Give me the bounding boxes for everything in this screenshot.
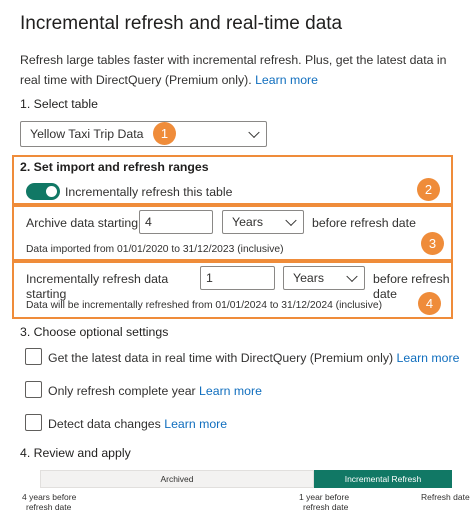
detect-changes-label: Detect data changes <box>48 417 161 431</box>
section-review-heading: 4. Review and apply <box>20 446 131 460</box>
chevron-down-icon <box>346 271 357 282</box>
detect-changes-learn-more-link[interactable]: Learn more <box>164 417 228 431</box>
table-select-value: Yellow Taxi Trip Data <box>30 127 144 141</box>
detect-changes-option <box>48 417 227 431</box>
incremental-unit-select[interactable] <box>283 266 365 290</box>
incremental-label-line1: Incrementally refresh data <box>26 272 169 286</box>
chevron-down-icon <box>248 127 259 138</box>
section-optional-settings-heading: 3. Choose optional settings <box>20 325 169 339</box>
callout-badge-3: 3 <box>421 232 444 255</box>
directquery-label: Get the latest data in real time with DirectQuery (Premium only) <box>48 351 394 365</box>
tick-mid-line1: 1 year before <box>299 492 350 502</box>
incremental-unit-value: Years <box>293 271 324 285</box>
detect-changes-checkbox[interactable] <box>25 414 42 431</box>
tick-start-line1: 4 years before <box>22 492 77 502</box>
directquery-checkbox[interactable] <box>25 348 42 365</box>
incremental-note: Data will be incrementally refreshed from 01/01/2024 to 31/12/2024 (inclusive) <box>26 300 383 311</box>
complete-year-label: Only refresh complete year <box>48 384 196 398</box>
archive-label: Archive data starting <box>26 216 139 230</box>
directquery-option <box>48 351 459 365</box>
callout-badge-2: 2 <box>417 178 440 201</box>
tick-mid-line2: refresh date <box>303 502 349 512</box>
timeline-tick-start <box>22 492 76 512</box>
section-ranges-heading: 2. Set import and refresh ranges <box>20 160 209 174</box>
timeline-tick-end: Refresh date <box>421 492 470 502</box>
timeline-tick-mid <box>299 492 349 512</box>
archive-unit-value: Years <box>232 215 263 229</box>
archive-note: Data imported from 01/01/2020 to 31/12/2023 (inclusive) <box>26 244 284 255</box>
complete-year-checkbox[interactable] <box>25 381 42 398</box>
incremental-refresh-toggle[interactable] <box>26 183 60 200</box>
section-select-table-heading: 1. Select table <box>20 97 98 111</box>
tick-start-line2: refresh date <box>26 502 72 512</box>
page-title: Incremental refresh and real-time data <box>20 13 343 34</box>
directquery-learn-more-link[interactable]: Learn more <box>396 351 460 365</box>
archive-suffix: before refresh date <box>312 216 416 230</box>
intro-description: Refresh large tables faster with incremental refresh. Plus, get the latest data in real time with DirectQuery (Premium only). <box>20 53 447 87</box>
intro-learn-more-link[interactable]: Learn more <box>255 73 318 87</box>
incremental-label-line2: starting <box>26 287 67 301</box>
incremental-refresh-toggle-label: Incrementally refresh this table <box>65 185 233 199</box>
toggle-knob <box>46 186 57 197</box>
callout-badge-1: 1 <box>153 122 176 145</box>
archive-years-input[interactable]: 4 <box>139 210 213 234</box>
incremental-suffix-line2: date <box>373 287 397 301</box>
complete-year-learn-more-link[interactable]: Learn more <box>199 384 262 398</box>
timeline-archived-segment: Archived <box>40 470 314 488</box>
chevron-down-icon <box>285 215 296 226</box>
callout-badge-4: 4 <box>418 292 441 315</box>
refresh-timeline <box>40 470 452 488</box>
intro-text <box>20 50 468 90</box>
incremental-suffix-line1: before refresh <box>373 272 450 286</box>
timeline-incremental-segment: Incremental Refresh <box>314 470 452 488</box>
incremental-years-input[interactable]: 1 <box>200 266 275 290</box>
table-select[interactable] <box>20 121 267 147</box>
complete-year-option <box>48 384 262 398</box>
archive-unit-select[interactable] <box>222 210 304 234</box>
